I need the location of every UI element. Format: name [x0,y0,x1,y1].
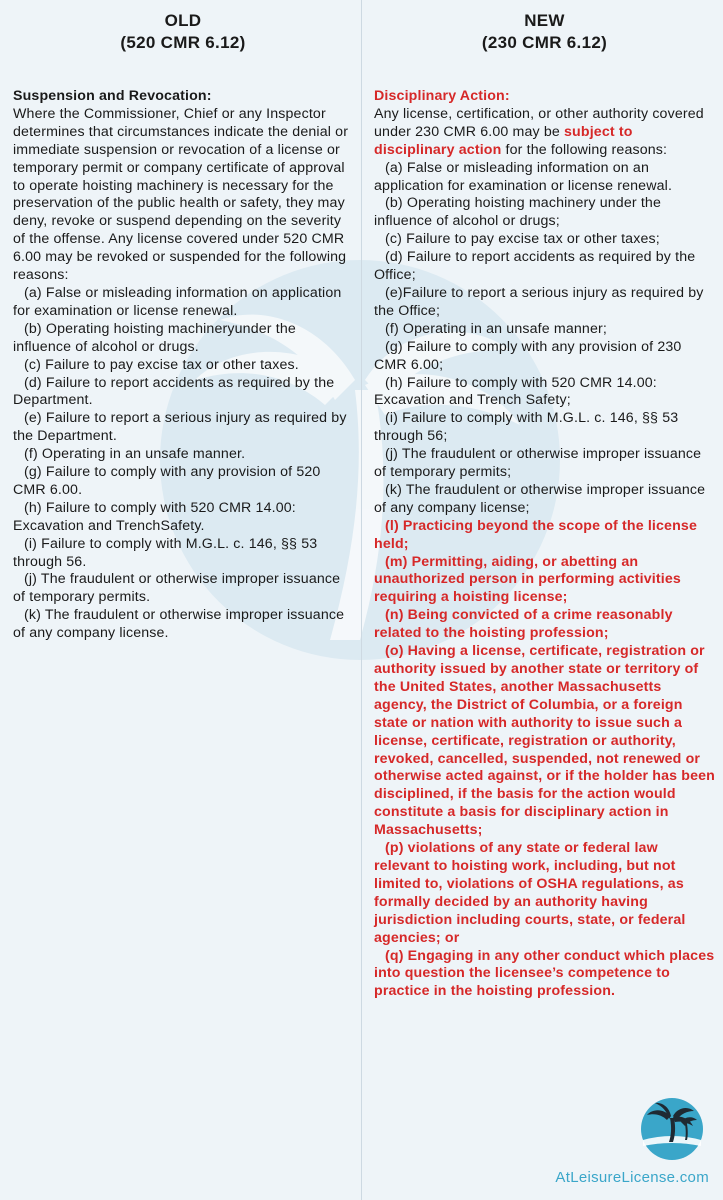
new-item-j: (j) The fraudulent or otherwise improper issuance of temporary permits; [374,446,702,481]
old-body [13,88,353,643]
new-item-o: (o) Having a license, certificate, registration or authority issued by another state or territory of the United States, another Massachusetts agency, the District of Columbia, or a foreign state or nation with authority to issue such a license, certificate, registration or authority, revoked, cancelled, suspended, not renewed or otherwise acted against, or if the holder has been disciplined, if the basis for the action would constitute a basis for disciplinary action in Massachusetts; [374,643,715,839]
new-item-n: (n) Being convicted of a crime reasonably related to the hoisting profession; [374,607,673,642]
new-item-p: (p) violations of any state or federal law relevant to hoisting work, including, but not limited to, violations of OSHA regulations, as formally decided by an authority having jurisdiction including courts, state, or federal agencies; or [374,840,686,946]
new-item-b: (b) Operating hoisting machinery under the influence of alcohol or drugs; [374,195,662,230]
new-item-d: (d) Failure to report accidents as required by the Office; [374,249,696,284]
old-item-f: (f) Operating in an unsafe manner. [24,446,246,463]
old-item-a: (a) False or misleading information on application for examination or license renewal. [13,284,342,319]
old-item-d: (d) Failure to report accidents as required by the Department. [13,374,335,409]
old-item-g: (g) Failure to comply with any provision of 520 CMR 6.00. [13,464,321,498]
new-intro [374,106,715,160]
new-subtitle: (230 CMR 6.12) [481,33,608,52]
new-intro-part1: Any license, certification, or other authority covered under 230 CMR 6.00 may be [374,105,704,140]
new-item-c: (c) Failure to pay excise tax or other taxes; [385,231,660,248]
new-intro-highlight: subject to disciplinary action [374,123,633,158]
old-item-i: (i) Failure to comply with M.G.L. c. 146, §§ 53 through 56. [13,535,318,570]
old-intro: Where the Commissioner, Chief or any Inspector determines that circumstances indicate the denial or immediate suspension or revocation of a license or temporary permit or company certificate of approval to operate hoisting machinery is necessary for the preservation of the public health or safety, they may deny, revoke or suspend depending on the severity of the offense. Any license covered under 520 CMR 6.00 may be revoked or suspended for the following reasons: [13,105,349,284]
new-item-a: (a) False or misleading information on an application for examination or license renewal. [374,159,673,194]
old-heading: Suspension and Revocation: [13,88,212,104]
old-title: OLD [164,11,202,30]
new-title: NEW [524,11,565,30]
new-item-g: (g) Failure to comply with any provision of 230 CMR 6.00; [374,338,682,373]
new-item-i: (i) Failure to comply with M.G.L. c. 146, §§ 53 through 56; [374,410,679,445]
new-item-l: (l) Practicing beyond the scope of the license held; [374,517,697,552]
brand-name: AtLeisureLicense.com [555,1169,709,1186]
old-item-c: (c) Failure to pay excise tax or other taxes. [24,356,299,373]
new-column-header [374,10,715,54]
new-item-m: (m) Permitting, aiding, or abetting an unauthorized person in performing activities requiring a hoisting license; [374,553,681,606]
new-intro-part2: for the following reasons: [501,141,668,158]
new-item-q: (q) Engaging in any other conduct which places into question the licensee’s competence to practice in the hoisting profession. [374,947,715,1000]
palm-tree-logo-icon [639,1096,705,1162]
new-item-f: (f) Operating in an unsafe manner; [385,320,607,337]
new-column [362,0,723,1200]
old-item-j: (j) The fraudulent or otherwise improper issuance of temporary permits. [13,571,341,606]
old-item-b: (b) Operating hoisting machineryunder the influence of alcohol or drugs. [13,320,296,355]
old-item-h: (h) Failure to comply with 520 CMR 14.00: Excavation and TrenchSafety. [13,499,296,534]
new-item-e: (e)Failure to report a serious injury as required by the Office; [374,284,704,319]
new-heading: Disciplinary Action: [374,88,510,104]
old-item-k: (k) The fraudulent or otherwise improper issuance of any company license. [13,607,345,642]
old-item-e: (e) Failure to report a serious injury as required by the Department. [13,410,347,445]
old-column-header [13,10,353,54]
old-subtitle: (520 CMR 6.12) [120,33,246,52]
brand-logo[interactable] [519,1096,709,1186]
new-item-k: (k) The fraudulent or otherwise improper issuance of any company license; [374,481,706,516]
new-body [374,88,715,1001]
new-item-h: (h) Failure to comply with 520 CMR 14.00: Excavation and Trench Safety; [374,374,657,409]
